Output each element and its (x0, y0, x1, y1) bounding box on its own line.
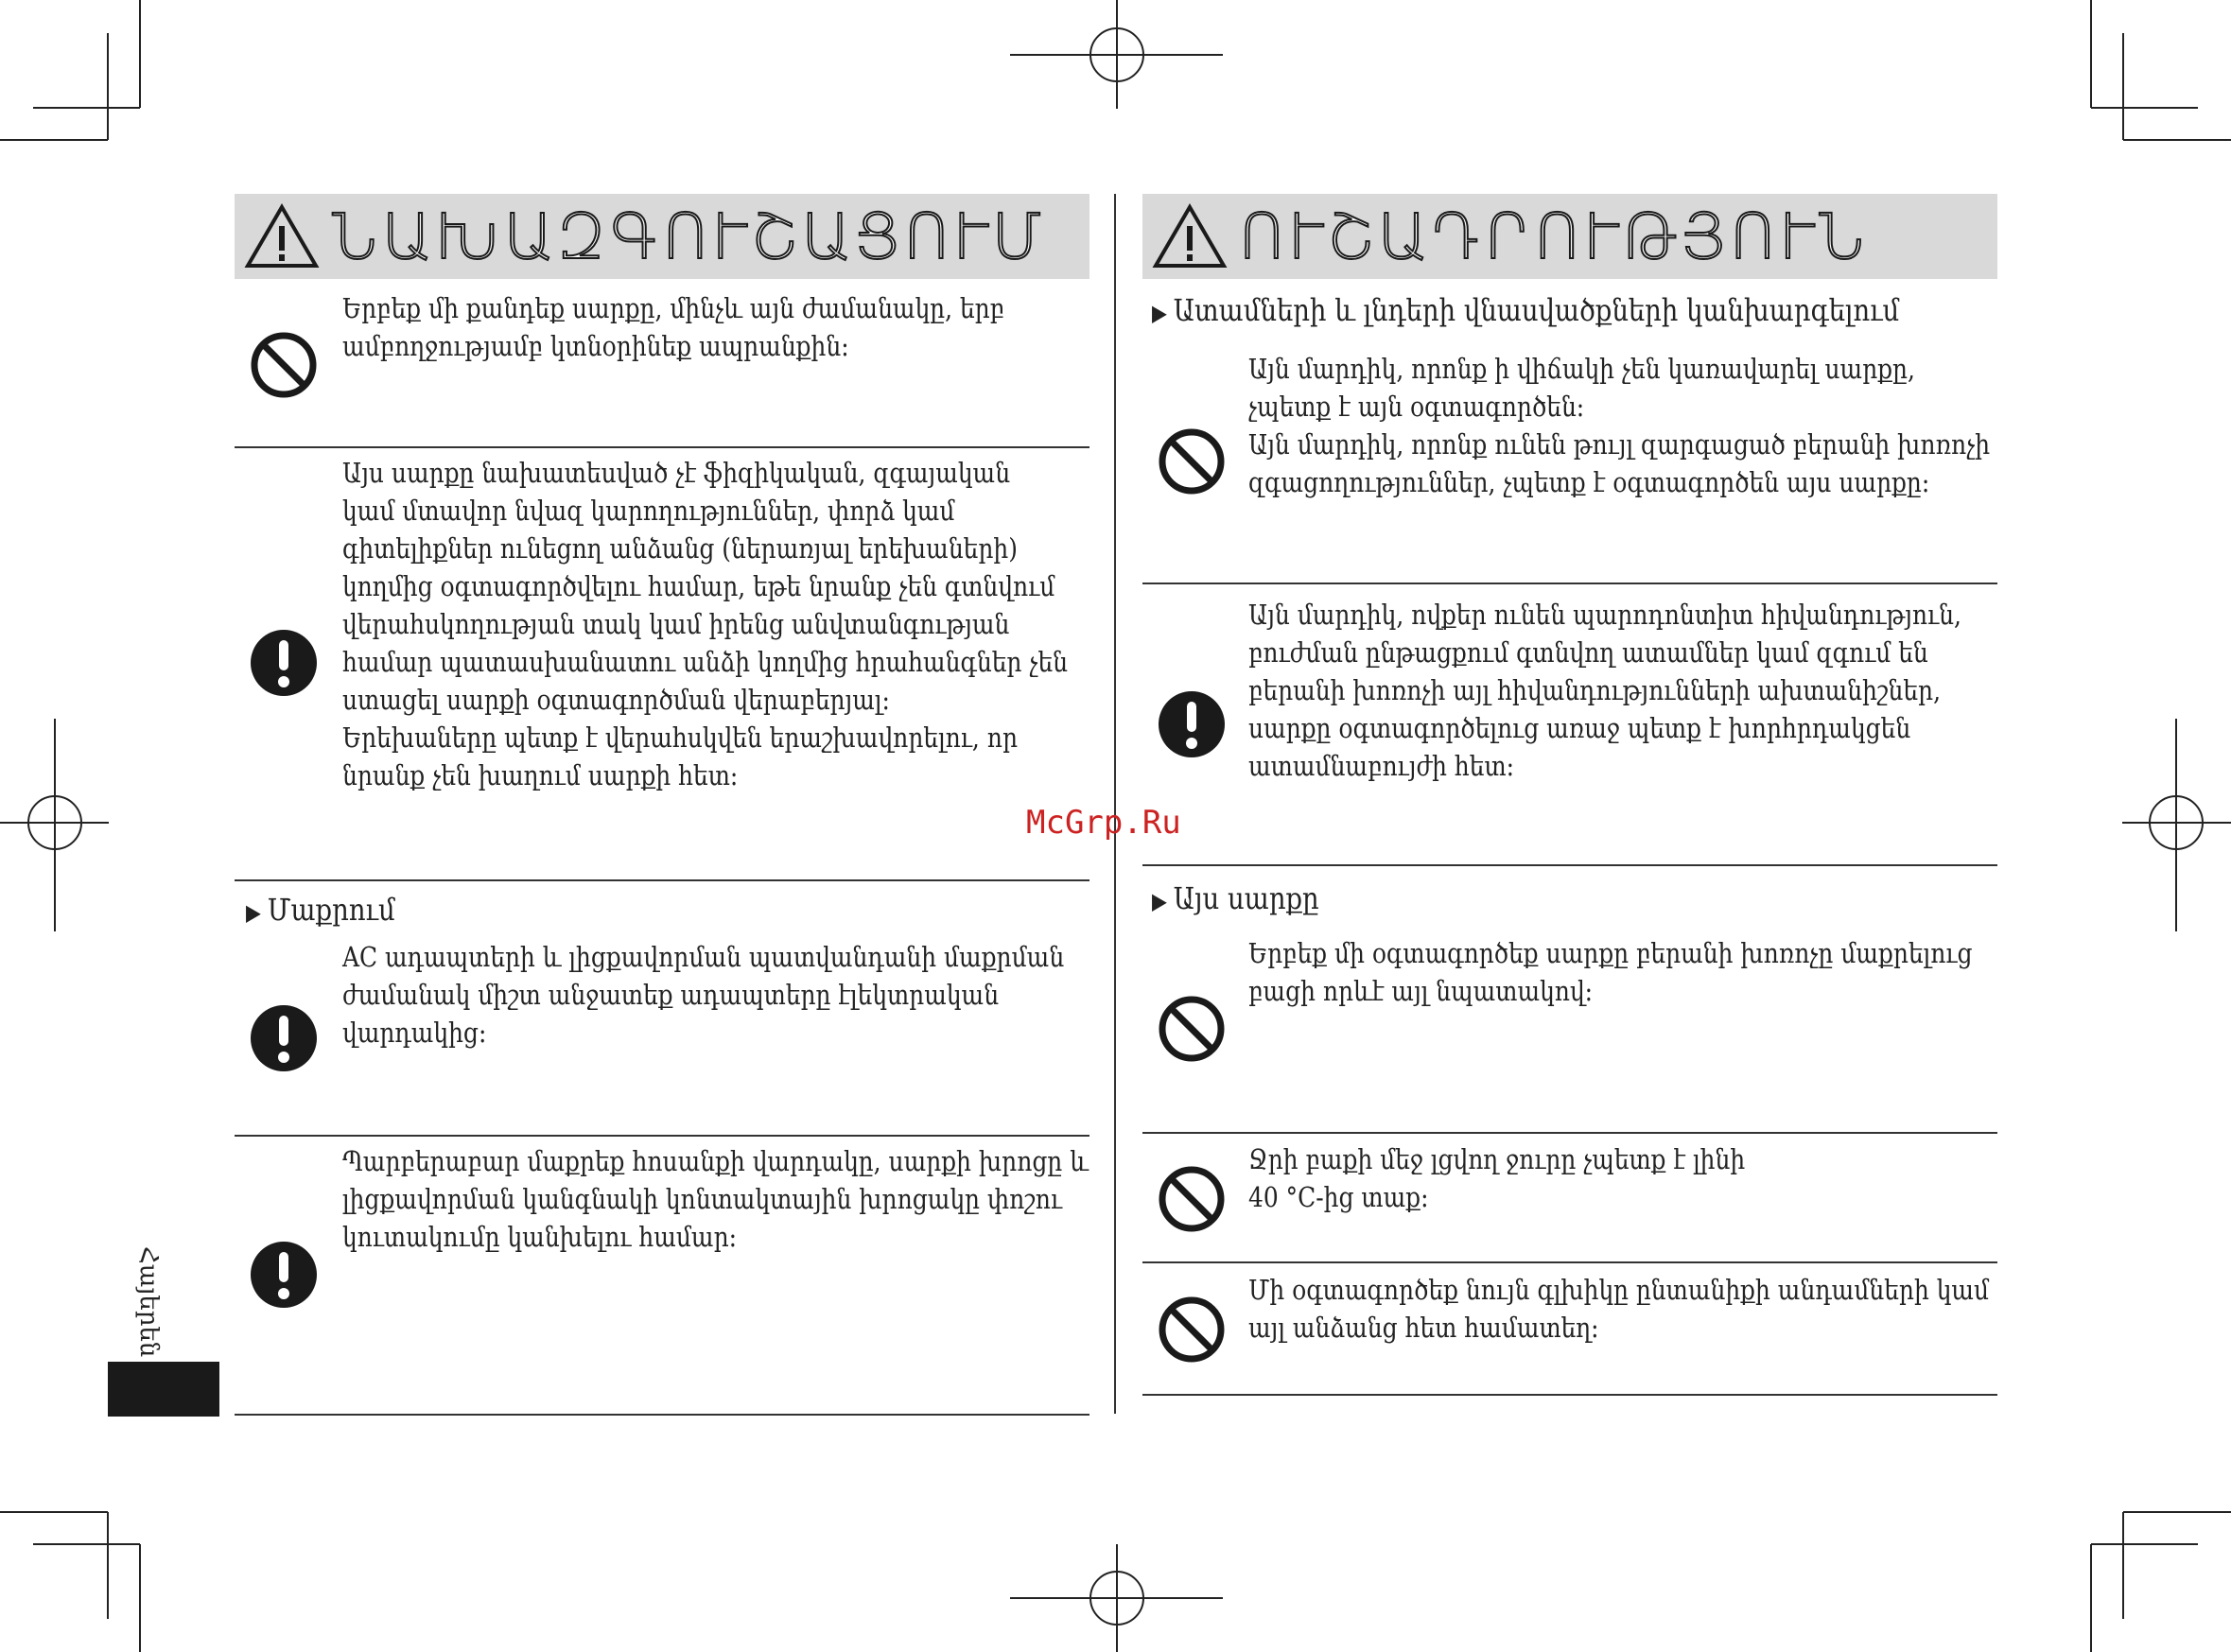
divider (235, 446, 1089, 448)
caution-header (1142, 194, 1997, 279)
triangle-right-icon: ▶ (1152, 888, 1167, 914)
prohibition-icon (250, 331, 318, 399)
caution-control-text: Այն մարդիկ, որոնք ի վիճակի չեն կառավարել սարքը, չպետք է այն օգտագործեն: Այն մարդիկ, որոնք ունեն թույլ զարգացած բերանի խոռոչի զգացողություններ, չպետք է օգտագործեն այս սարքը: (1248, 353, 1991, 498)
divider (235, 1414, 1089, 1416)
warning-dust-text: Պարբերաբար մաքրեք հոսանքի վարդակը, սարքի խրոցը և լիցքավորման կանգնակի կոնտակտային խրոցակը փոշու կուտակումը կանխելու համար: (342, 1145, 1089, 1253)
divider (1142, 583, 1997, 584)
prohibition-icon (1158, 1165, 1226, 1233)
warning-title: ՆԱԽԱԶԳՈՒՇԱՑՈՒՄ (331, 200, 1045, 273)
mandatory-icon (1158, 690, 1226, 758)
mandatory-icon (250, 629, 318, 697)
mandatory-icon (250, 1004, 318, 1072)
divider (235, 1135, 1089, 1137)
watermark: McGrp.Ru (1026, 804, 1181, 842)
language-tab (108, 1362, 219, 1417)
caution-title: ՈՒՇԱԴՐՈՒԹՅՈՒՆ (1239, 200, 1870, 273)
triangle-right-icon: ▶ (246, 899, 261, 926)
warning-disassembly-text: Երբեք մի քանդեք սարքը, մինչև այն ժամանակը, երբ ամբողջությամբ կտնօրինեք ապրանքին: (342, 292, 1005, 362)
warning-triangle-icon (244, 203, 320, 270)
warning-unplug-text: AC ադապտերի և լիցքավորման պատվանդանի մաքրման ժամանակ միշտ անջատեք ադապտերը էլեկտրական վարդակից: (342, 941, 1065, 1049)
language-label: Հայերեն (134, 1246, 163, 1358)
section-cleaning: ▶ Մաքրում (246, 892, 395, 928)
divider (1142, 1261, 1997, 1263)
prohibition-icon (1158, 995, 1226, 1063)
divider (235, 879, 1089, 881)
triangle-right-icon: ▶ (1152, 300, 1167, 326)
section-injury-prevention: ▶ Ատամների և լնդերի վնասվածքների կանխարգելում (1152, 292, 1900, 328)
warning-triangle-icon (1152, 203, 1228, 270)
divider (1142, 1132, 1997, 1134)
divider (1142, 1394, 1997, 1396)
warning-supervision-text: Այս սարքը նախատեսված չէ ֆիզիկական, զգայական կամ մտավոր նվազ կարողություններ, փորձ կամ գիտելիքներ ունեցող անձանց (ներառյալ երեխաների) կողմից օգտագործվելու համար, եթե նրանք չեն գտնվում վերահսկողության տակ կամ իրենց անվտանգության համար պատասխանատու անձի կողմից հրահանգներ չեն ստացել սարքի օգտագործման վերաբերյալ: Երեխաները պետք է վերահսկվեն երաշխավորելու, որ նրանք չեն խաղում սարքի հետ: (342, 457, 1069, 791)
section-this-device: ▶ Այս սարքը (1152, 880, 1319, 916)
caution-dentist-text: Այն մարդիկ, ովքեր ունեն պարոդոնտիտ հիվանդություն, բուժման ընթացքում գտնվող ատամներ կամ զգում են բերանի խոռոչի այլ հիվանդությունների ախտանիշներ, սարքը օգտագործելուց առաջ պետք է խորհրդակցեն ատամնաբույժի հետ: (1248, 599, 1961, 782)
divider (1142, 864, 1997, 866)
caution-sharing-text: Մի օգտագործեք նույն գլխիկը ընտանիքի անդամների կամ այլ անձանց հետ համատեղ: (1248, 1274, 1990, 1344)
warning-header (235, 194, 1089, 279)
mandatory-icon (250, 1241, 318, 1309)
prohibition-icon (1158, 427, 1226, 496)
caution-water-temp-text: Ջրի բաքի մեջ լցվող ջուրը չպետք է լինի 40 °C-ից տաք: (1248, 1143, 1746, 1213)
caution-purpose-text: Երբեք մի օգտագործեք սարքը բերանի խոռոչը մաքրելուց բացի որևէ այլ նպատակով: (1248, 937, 1973, 1007)
prohibition-icon (1158, 1296, 1226, 1364)
